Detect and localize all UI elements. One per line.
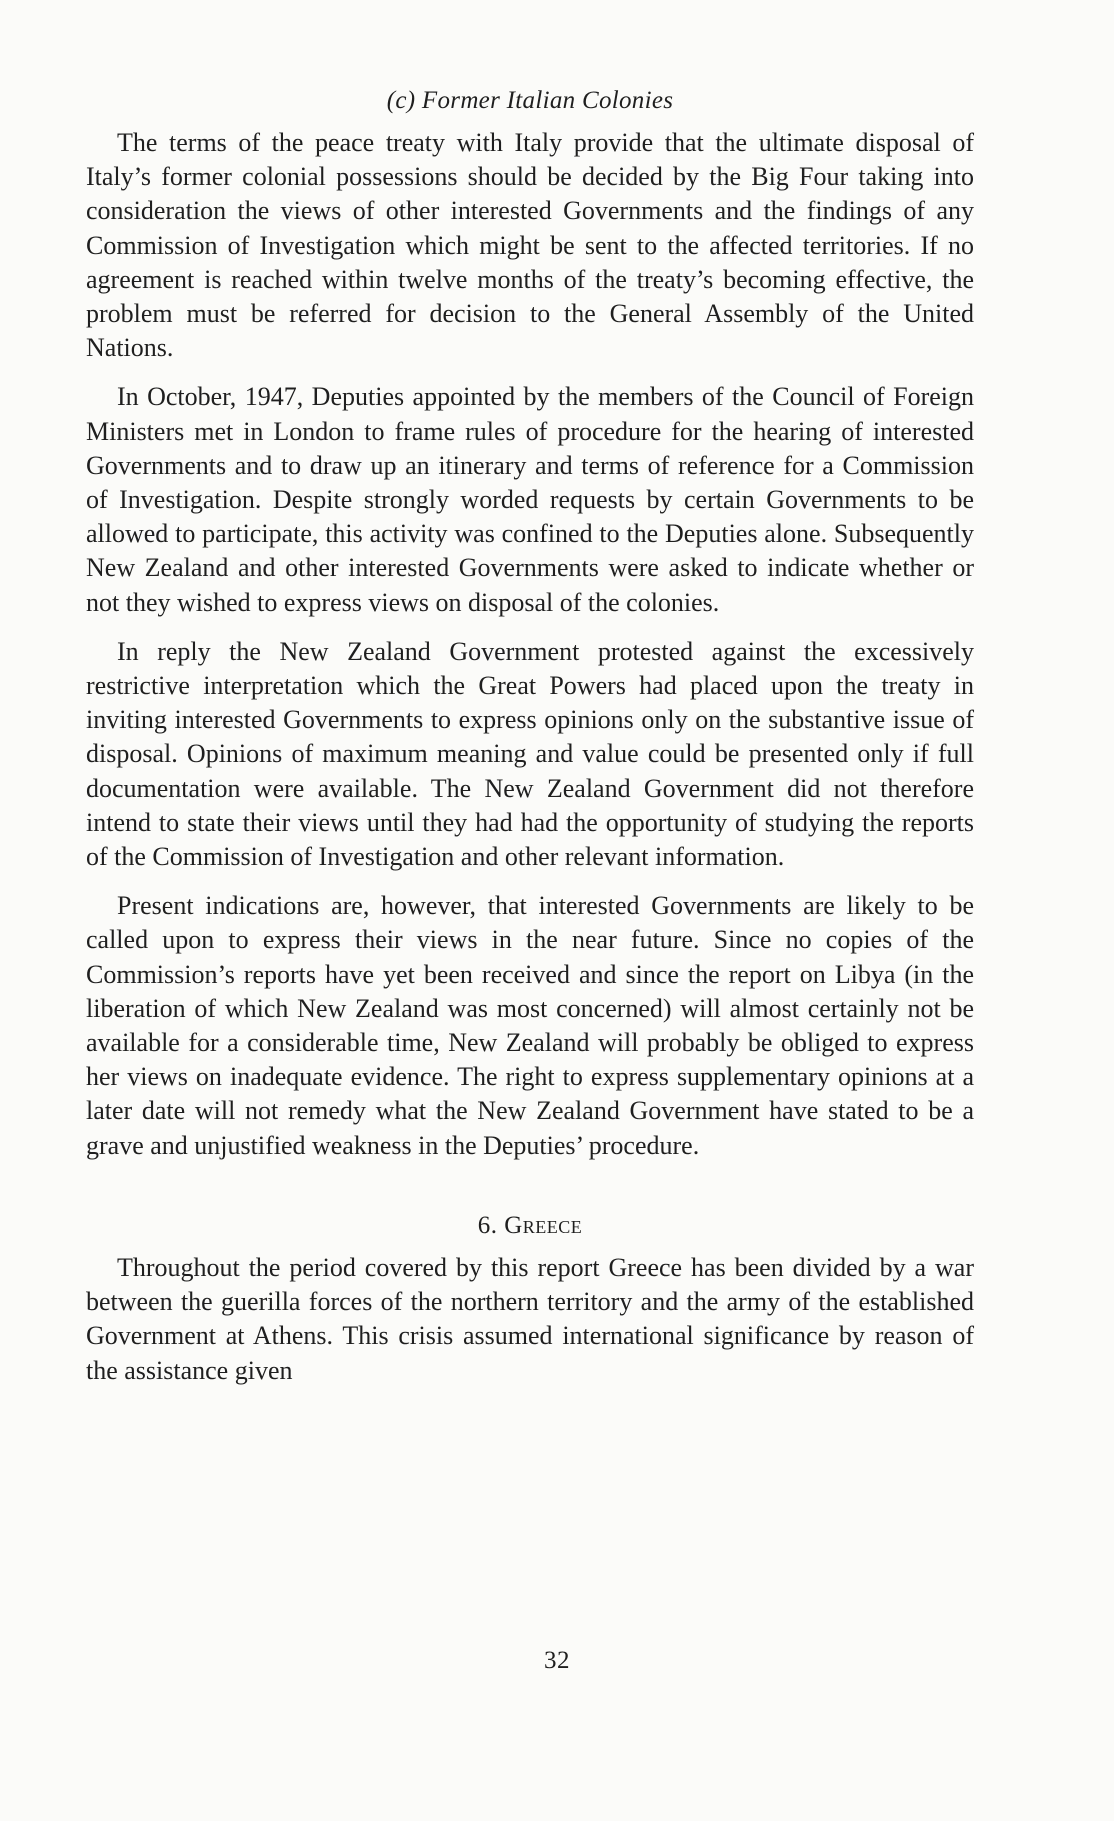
section-paragraph-3: In reply the New Zealand Government protested against the excessively restrictive interpretation which the Great Powers had placed upon the treaty in inviting interested Governments to express opinions only on the substantive issue of disposal. Opinions of maximum meaning and value could be presented only if full documentation were available. The New Zealand Government did not therefore intend to state their views until they had had the opportunity of studying the reports of the Commission of Investigation and other relevant information. bbox=[86, 636, 974, 872]
page-content bbox=[86, 86, 974, 1403]
section-paragraph-1: The terms of the peace treaty with Italy provide that the ultimate disposal of Italy’s former colonial possessions should be decided by the Big Four taking into consideration the views of other interested Governments and the findings of any Commission of Investigation which might be sent to the affected territories. If no agreement is reached within twelve months of the treaty’s becoming effective, the problem must be referred for decision to the General Assembly of the United Nations. bbox=[86, 128, 974, 363]
page-number: 32 bbox=[544, 1647, 570, 1674]
chapter-heading bbox=[86, 1211, 974, 1241]
chapter-paragraph-1: Throughout the period covered by this report Greece has been divided by a war between the guerilla forces of the northern territory and the army of the established Government at Athens. This crisis assumed international significance by reason of the assistance given bbox=[86, 1252, 974, 1385]
section-paragraph-2: In October, 1947, Deputies appointed by the members of the Council of Foreign Ministers met in London to frame rules of procedure for the hearing of interested Governments and to draw up an itinerary and terms of reference for a Commission of Investigation. Despite strongly worded requests by certain Governments to be allowed to participate, this activity was confined to the Deputies alone. Subsequently New Zealand and other interested Governments were asked to indicate whether or not they wished to express views on disposal of the colonies. bbox=[86, 382, 974, 617]
chapter-number: 6. bbox=[477, 1211, 498, 1239]
section-paragraph-4: Present indications are, however, that interested Governments are likely to be called upon to express their views in the near future. Since no copies of the Commission’s reports have yet been received and since the report on Libya (in the liberation of which New Zealand was most concerned) will almost certainly not be available for a considerable time, New Zealand will probably be obliged to express her views on inadequate evidence. The right to express supplementary opinions at a later date will not remedy what the New Zealand Government have stated to be a grave and unjustified weakness in the Deputies’ procedure. bbox=[86, 891, 974, 1160]
chapter-title: Greece bbox=[504, 1211, 583, 1239]
section-heading: (c) Former Italian Colonies bbox=[386, 87, 674, 114]
